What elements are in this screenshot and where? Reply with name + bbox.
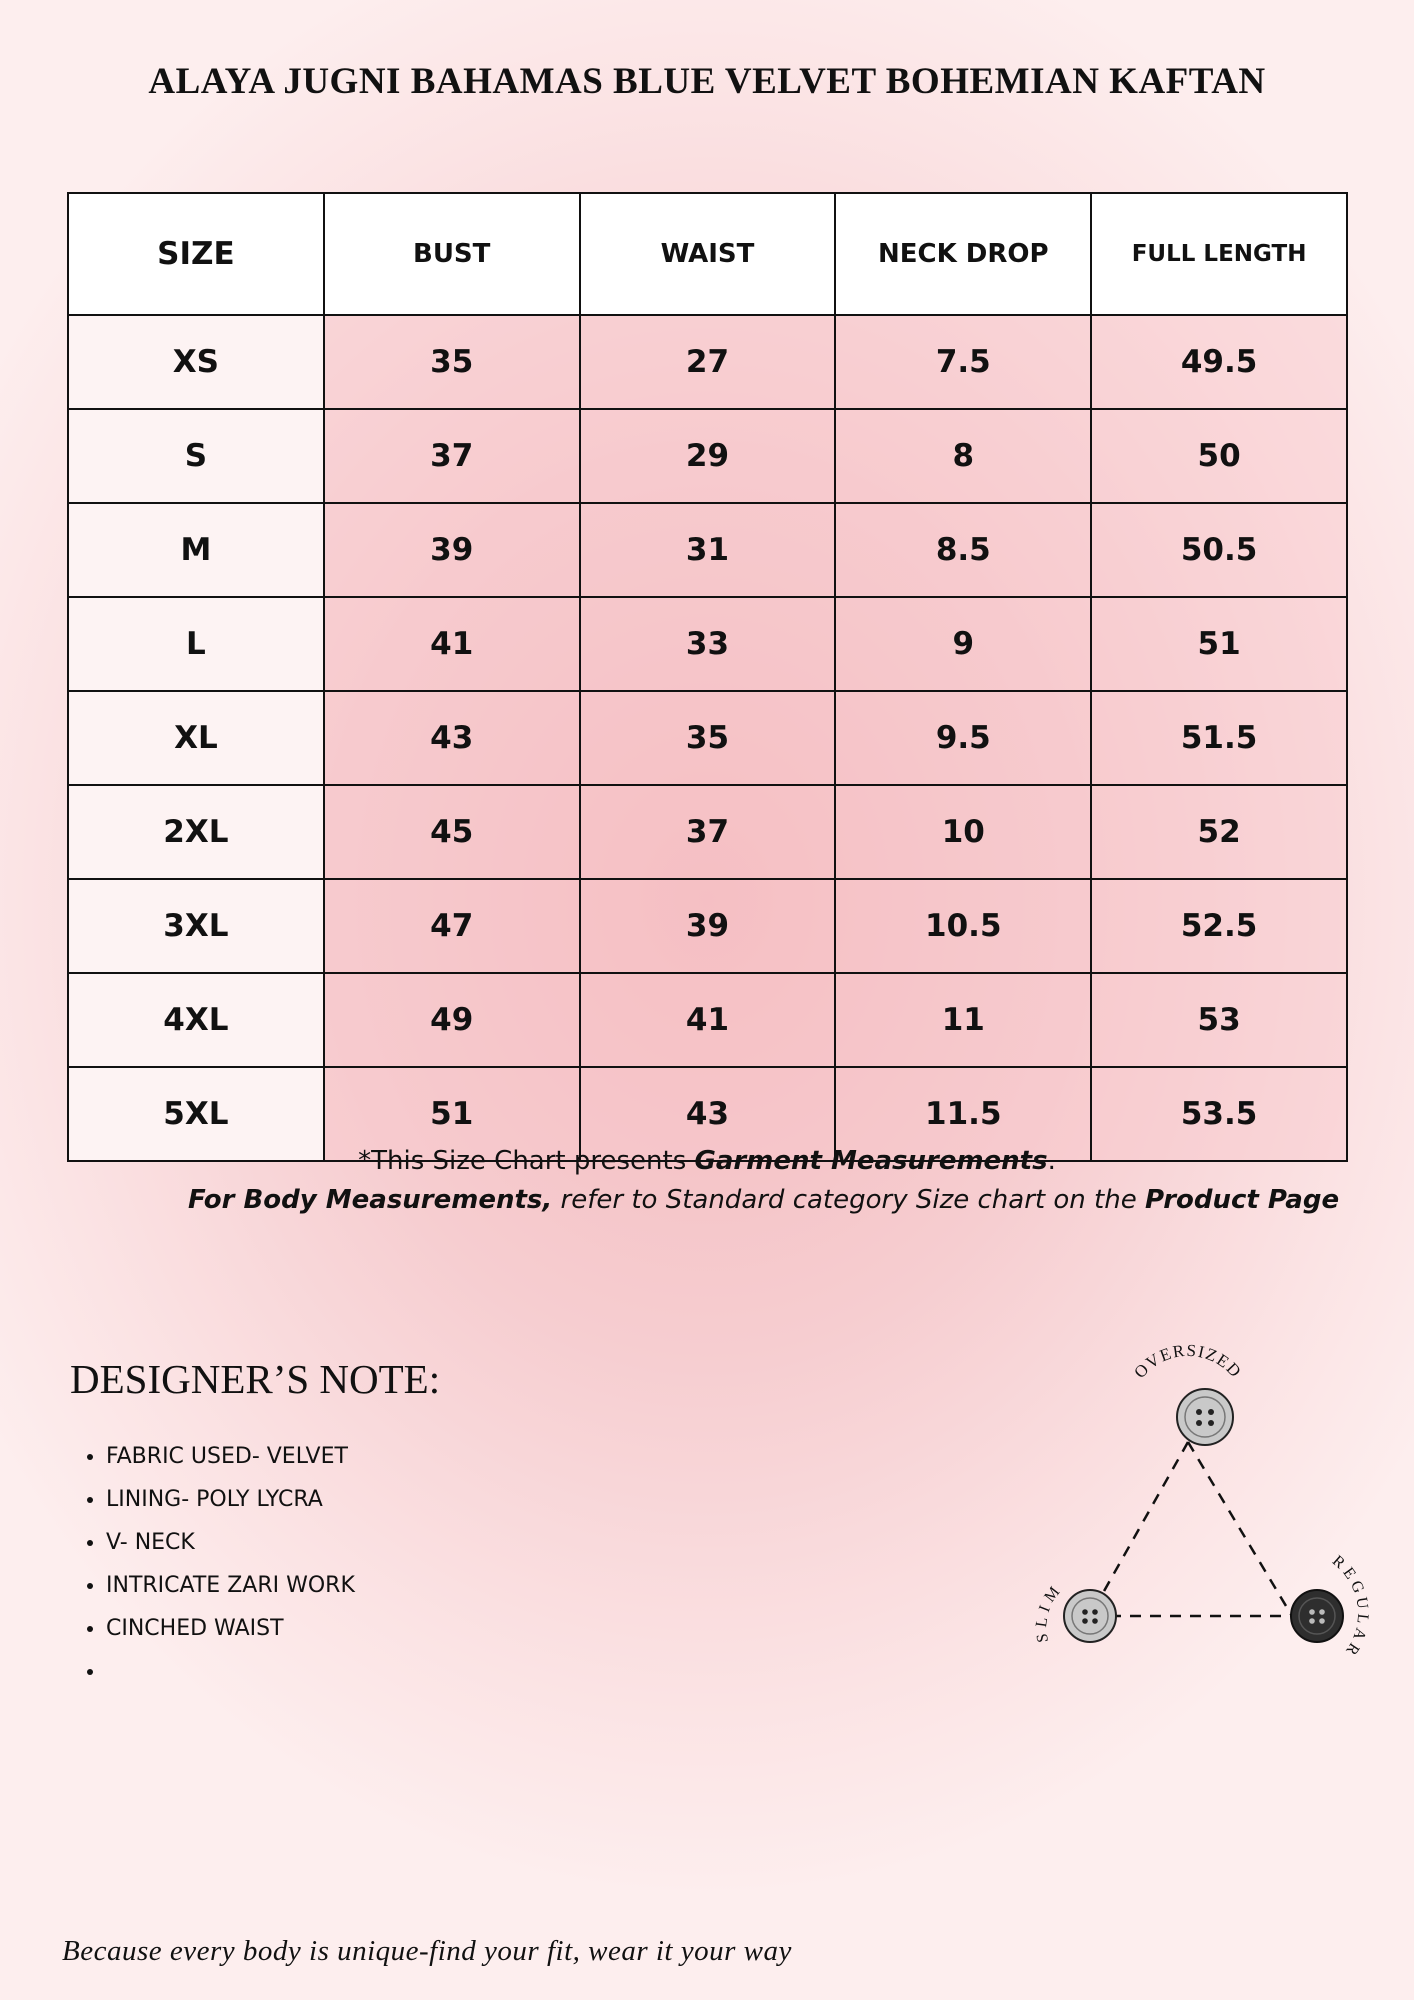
waist-cell: 41 — [580, 973, 836, 1067]
bust-cell: 35 — [324, 315, 580, 409]
waist-cell: 39 — [580, 879, 836, 973]
full-length-cell: 51 — [1091, 597, 1347, 691]
size-cell: XS — [68, 315, 324, 409]
oversized-label: OVERSIZED — [1130, 1340, 1246, 1382]
list-item: • FABRIC USED- VELVET — [106, 1435, 355, 1478]
bust-cell: 41 — [324, 597, 580, 691]
table-row — [68, 785, 1347, 879]
note-text: . — [1047, 1146, 1056, 1176]
size-cell: 2XL — [68, 785, 324, 879]
neck-drop-cell: 10 — [835, 785, 1091, 879]
size-cell: 4XL — [68, 973, 324, 1067]
neck-drop-cell: 10.5 — [835, 879, 1091, 973]
regular-button-icon — [1291, 1590, 1343, 1642]
full-length-cell: 50 — [1091, 409, 1347, 503]
header-waist: WAIST — [580, 193, 836, 315]
size-cell: L — [68, 597, 324, 691]
header-neck-drop: NECK DROP — [835, 193, 1091, 315]
dashed-line — [1090, 1442, 1188, 1616]
table-row — [68, 597, 1347, 691]
garment-measurement-note — [0, 1146, 1414, 1176]
note-emphasis: Garment Measurements — [694, 1146, 1048, 1176]
size-cell: XL — [68, 691, 324, 785]
size-cell: 5XL — [68, 1067, 324, 1161]
header-bust: BUST — [324, 193, 580, 315]
note-text: *This Size Chart presents — [358, 1146, 695, 1176]
slim-button-icon — [1064, 1590, 1116, 1642]
list-item: • CINCHED WAIST — [106, 1607, 355, 1650]
waist-cell: 43 — [580, 1067, 836, 1161]
bust-cell: 37 — [324, 409, 580, 503]
list-item: • V- NECK — [106, 1521, 355, 1564]
size-cell: M — [68, 503, 324, 597]
waist-cell: 35 — [580, 691, 836, 785]
bust-cell: 49 — [324, 973, 580, 1067]
slim-label: SLIM — [1033, 1579, 1067, 1644]
header-full-length: FULL LENGTH — [1091, 193, 1347, 315]
table-row — [68, 503, 1347, 597]
size-chart-table — [67, 192, 1348, 1162]
designer-note-heading: DESIGNER’S NOTE: — [70, 1356, 441, 1402]
waist-cell: 29 — [580, 409, 836, 503]
table-row — [68, 315, 1347, 409]
waist-cell: 33 — [580, 597, 836, 691]
size-cell: S — [68, 409, 324, 503]
note-text: refer to Standard category Size chart on the — [552, 1185, 1145, 1215]
body-measurement-note — [188, 1185, 1339, 1215]
oversized-button-icon — [1177, 1389, 1233, 1445]
designer-note-list — [70, 1435, 355, 1693]
full-length-cell: 53 — [1091, 973, 1347, 1067]
page-title: ALAYA JUGNI BAHAMAS BLUE VELVET BOHEMIAN KAFTAN — [148, 61, 1266, 102]
neck-drop-cell: 8.5 — [835, 503, 1091, 597]
bust-cell: 43 — [324, 691, 580, 785]
neck-drop-cell: 9 — [835, 597, 1091, 691]
regular-label: REGULAR — [1328, 1552, 1372, 1662]
dashed-line — [1188, 1442, 1292, 1616]
list-item: • INTRICATE ZARI WORK — [106, 1564, 355, 1607]
size-cell: 3XL — [68, 879, 324, 973]
full-length-cell: 51.5 — [1091, 691, 1347, 785]
full-length-cell: 50.5 — [1091, 503, 1347, 597]
table-header-row — [68, 193, 1347, 315]
bust-cell: 39 — [324, 503, 580, 597]
waist-cell: 37 — [580, 785, 836, 879]
full-length-cell: 53.5 — [1091, 1067, 1347, 1161]
note-emphasis: For Body Measurements, — [188, 1185, 553, 1215]
list-item — [106, 1650, 355, 1693]
waist-cell: 31 — [580, 503, 836, 597]
header-size: SIZE — [68, 193, 324, 315]
table-row — [68, 879, 1347, 973]
table-row — [68, 409, 1347, 503]
full-length-cell: 52 — [1091, 785, 1347, 879]
waist-cell: 27 — [580, 315, 836, 409]
neck-drop-cell: 9.5 — [835, 691, 1091, 785]
product-page-reference: Product Page — [1144, 1185, 1340, 1215]
table-row — [68, 691, 1347, 785]
bust-cell: 47 — [324, 879, 580, 973]
full-length-cell: 49.5 — [1091, 315, 1347, 409]
list-item: • LINING- POLY LYCRA — [106, 1478, 355, 1521]
neck-drop-cell: 8 — [835, 409, 1091, 503]
bust-cell: 51 — [324, 1067, 580, 1161]
neck-drop-cell: 11.5 — [835, 1067, 1091, 1161]
neck-drop-cell: 11 — [835, 973, 1091, 1067]
fit-diagram — [1020, 1340, 1390, 1680]
neck-drop-cell: 7.5 — [835, 315, 1091, 409]
full-length-cell: 52.5 — [1091, 879, 1347, 973]
bust-cell: 45 — [324, 785, 580, 879]
table-row — [68, 973, 1347, 1067]
footer-tagline: Because every body is unique-find your fit, wear it your way — [62, 1935, 792, 1967]
